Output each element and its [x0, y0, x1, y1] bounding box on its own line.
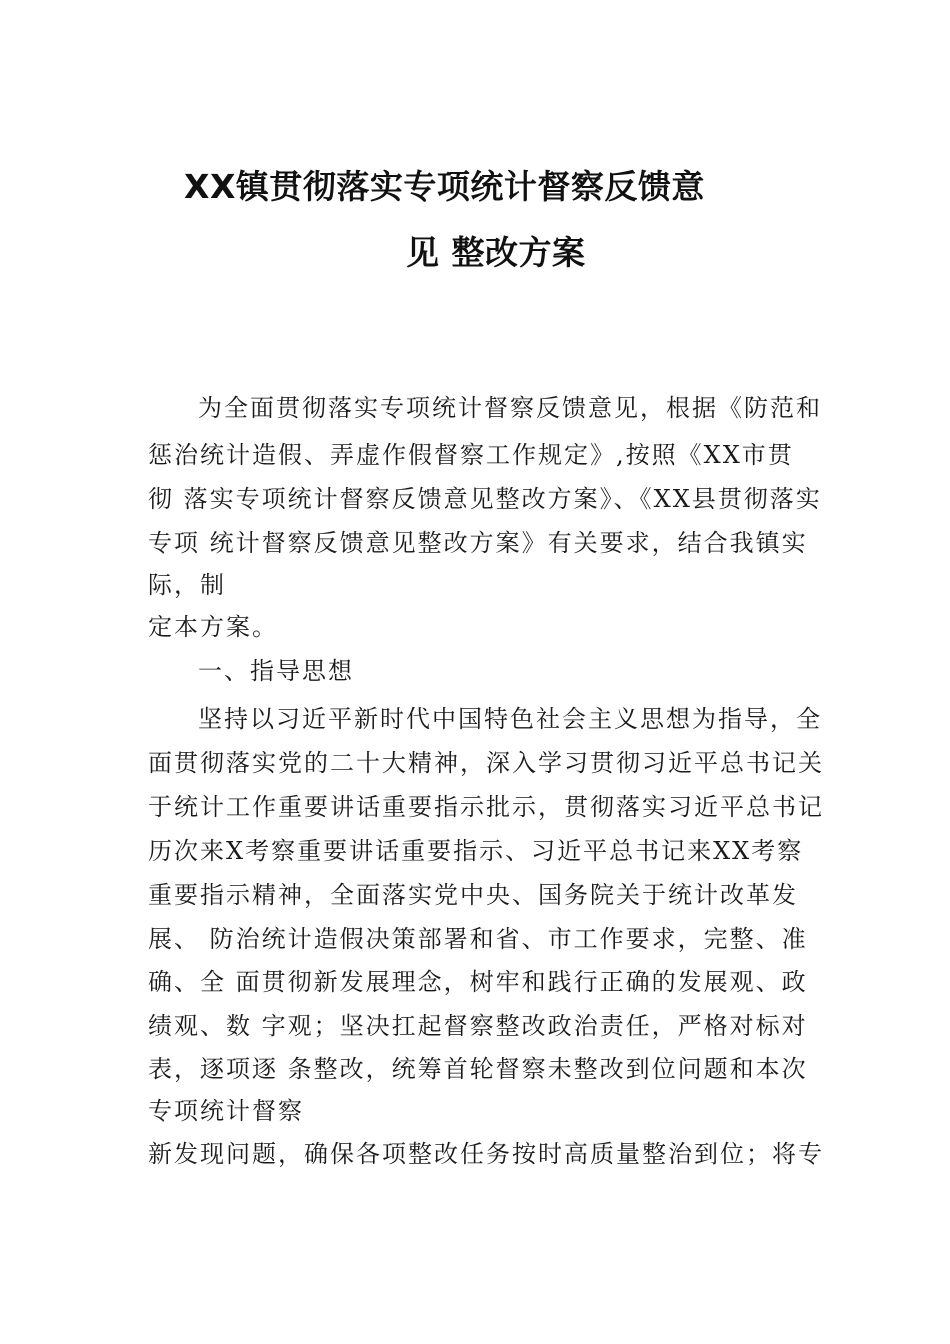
document-title-line-1: XX镇贯彻落实专项统计督察反馈意 [184, 167, 705, 206]
body-line: 专项 统计督察反馈意见整改方案》有关要求，结合我镇实 [148, 529, 808, 557]
body-line: 新发现问题，确保各项整改任务按时高质量整治到位；将专 [148, 1140, 824, 1168]
body-line: 历次来X考察重要讲话重要指示、习近平总书记来XX考察 [148, 837, 804, 865]
body-line: 确、全 面贯彻新发展理念，树牢和践行正确的发展观、政 [148, 968, 808, 996]
body-line: 表，逐项逐 条整改，统筹首轮督察未整改到位问题和本次 [148, 1055, 808, 1083]
body-line: 面贯彻落实党的二十大精神，深入学习贯彻习近平总书记关 [148, 749, 824, 777]
body-line: 际，制 [148, 571, 226, 599]
body-line: 绩观、数 字观；坚决扛起督察整改政治责任，严格对标对 [148, 1012, 808, 1040]
body-line: 专项统计督察 [148, 1097, 304, 1125]
document-title-line-2: 见 整改方案 [406, 233, 586, 272]
body-line: 彻 落实专项统计督察反馈意见整改方案》、《XX县贯彻落实 [148, 485, 822, 513]
body-line: 重要指示精神，全面落实党中央、国务院关于统计改革发 [148, 881, 798, 909]
section-heading: 一、指导思想 [198, 657, 354, 685]
body-line: 惩治统计造假、弄虚作假督察工作规定》,按照《XX市贯 [148, 441, 794, 469]
body-line: 坚持以习近平新时代中国特色社会主义思想为指导，全 [198, 705, 822, 733]
body-line: 展、 防治统计造假决策部署和省、市工作要求，完整、准 [148, 925, 808, 953]
body-line: 为全面贯彻落实专项统计督察反馈意见，根据《防范和 [198, 394, 822, 422]
body-line: 定本方案。 [148, 613, 278, 641]
body-line: 于统计工作重要讲话重要指示批示，贯彻落实习近平总书记 [148, 793, 824, 821]
